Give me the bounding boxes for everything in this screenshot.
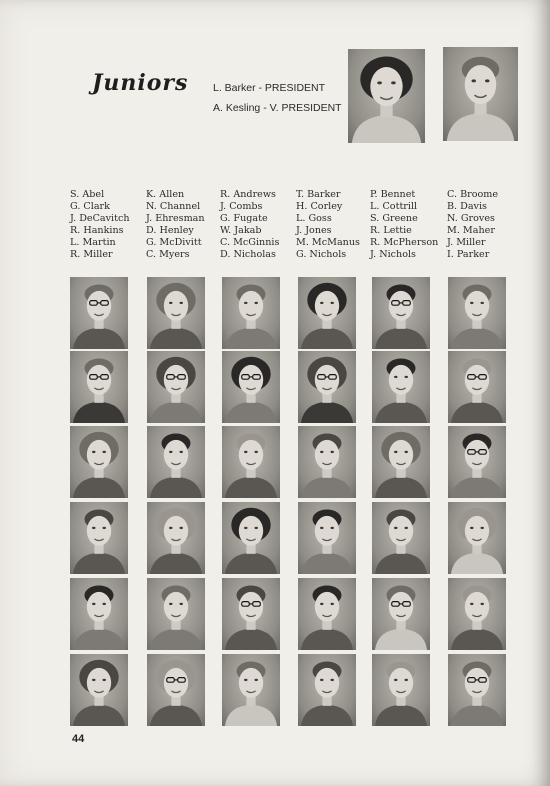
student-name: L. Goss — [296, 213, 332, 225]
student-portrait — [372, 654, 430, 726]
student-portrait — [372, 351, 430, 423]
student-name: J. Jones — [296, 225, 332, 237]
officer-photo-president — [348, 49, 425, 143]
student-portrait — [222, 426, 280, 498]
student-name: I. Parker — [447, 249, 490, 261]
student-portrait — [70, 426, 128, 498]
student-portrait — [448, 426, 506, 498]
student-portrait — [147, 277, 205, 349]
student-portrait — [222, 578, 280, 650]
student-portrait — [448, 277, 506, 349]
student-portrait — [147, 578, 205, 650]
student-portrait — [372, 502, 430, 574]
student-portrait — [448, 578, 506, 650]
student-name: D. Henley — [146, 225, 194, 237]
student-name: M. McManus — [296, 237, 360, 249]
student-name: N. Channel — [146, 201, 201, 213]
student-name: J. Ehresman — [146, 213, 205, 225]
student-portrait — [147, 502, 205, 574]
student-name: R. Andrews — [220, 189, 276, 200]
student-name: C. Broome — [447, 189, 499, 200]
student-portrait — [298, 502, 356, 574]
student-portrait — [222, 277, 280, 349]
student-name: J. Miller — [447, 237, 486, 249]
student-name: J. DeCavitch — [70, 213, 130, 225]
student-name: M. Maher — [447, 225, 495, 237]
student-name: S. Abel — [70, 189, 105, 200]
student-portrait — [298, 426, 356, 498]
officer-vice-president: A. Kesling - V. PRESIDENT — [213, 102, 342, 114]
student-portrait — [70, 277, 128, 349]
student-name: R. Hankins — [70, 225, 124, 237]
student-name: K. Allen — [146, 189, 185, 200]
name-column — [220, 189, 279, 262]
student-portrait — [70, 578, 128, 650]
student-portrait — [372, 277, 430, 349]
name-column — [146, 189, 205, 262]
student-name: B. Davis — [447, 201, 487, 213]
student-name: G. McDivitt — [146, 237, 202, 249]
student-name: D. Nicholas — [220, 249, 276, 261]
student-name: L. Martin — [70, 237, 116, 249]
officer-photo-vice-president — [443, 47, 518, 141]
student-portrait — [448, 654, 506, 726]
student-portrait — [147, 426, 205, 498]
student-name: N. Groves — [447, 213, 495, 225]
student-name: J. Nichols — [370, 249, 416, 261]
student-portrait — [222, 351, 280, 423]
student-portrait — [298, 351, 356, 423]
student-portrait — [448, 502, 506, 574]
student-portrait — [298, 578, 356, 650]
student-name: R. Lettie — [370, 225, 412, 237]
student-name: L. Cottrill — [370, 201, 418, 213]
student-name: C. McGinnis — [220, 237, 280, 249]
student-name: H. Corley — [296, 201, 343, 213]
student-portrait — [222, 502, 280, 574]
student-portrait — [147, 654, 205, 726]
student-name: R. Miller — [70, 249, 113, 261]
student-name: T. Barker — [296, 189, 341, 200]
student-name: W. Jakab — [220, 225, 262, 237]
student-name: S. Greene — [370, 213, 418, 225]
name-column — [370, 189, 438, 262]
student-portrait — [298, 654, 356, 726]
student-portrait — [372, 578, 430, 650]
student-name: C. Myers — [146, 249, 190, 261]
student-portrait — [70, 654, 128, 726]
name-column — [447, 189, 498, 262]
student-portrait — [222, 654, 280, 726]
student-name: J. Combs — [220, 201, 263, 213]
page-number: 44 — [72, 733, 85, 745]
student-portrait — [372, 426, 430, 498]
section-title: Juniors — [92, 70, 189, 96]
name-column — [296, 189, 360, 262]
student-portrait — [298, 277, 356, 349]
student-portrait — [70, 502, 128, 574]
name-column — [70, 189, 130, 262]
student-name: G. Nichols — [296, 249, 347, 261]
student-name: G. Fugate — [220, 213, 268, 225]
student-name: P. Bennet — [370, 189, 416, 200]
student-name: R. McPherson — [370, 237, 439, 249]
student-portrait — [147, 351, 205, 423]
student-portrait — [448, 351, 506, 423]
student-name: G. Clark — [70, 201, 110, 213]
student-portrait — [70, 351, 128, 423]
officers-list — [213, 78, 342, 118]
officer-president: L. Barker - PRESIDENT — [213, 82, 326, 94]
